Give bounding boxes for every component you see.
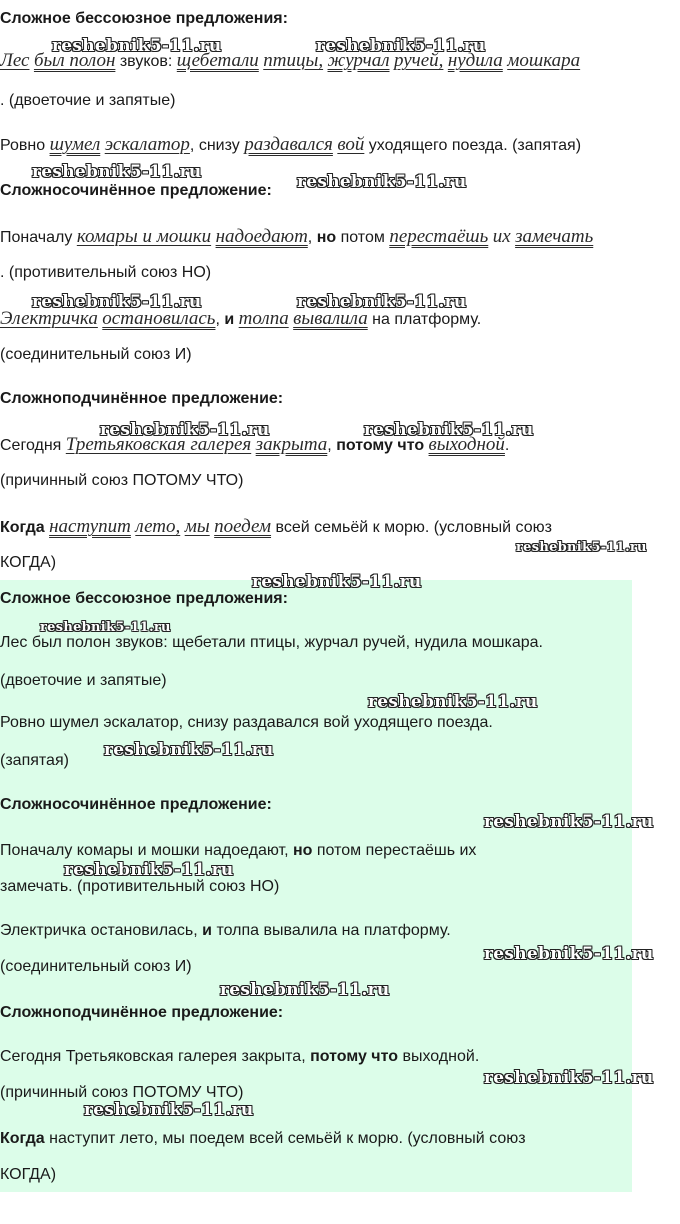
subject: Третьяковская галерея xyxy=(65,434,252,455)
section-heading: Сложноподчинённое предложение: xyxy=(0,390,284,407)
note: (причинный союз ПОТОМУ ЧТО) xyxy=(0,1084,244,1101)
predicate: нудила xyxy=(447,50,503,71)
conjunction: и xyxy=(202,922,213,939)
predicate: закрыта xyxy=(255,434,328,455)
watermark: reshebnik5-11.ru xyxy=(297,292,467,312)
word: , xyxy=(307,229,313,246)
conjunction: но xyxy=(292,842,313,859)
watermark: reshebnik5-11.ru xyxy=(84,1100,254,1120)
word: потом xyxy=(340,229,385,246)
word: Сегодня xyxy=(0,437,62,454)
watermark: reshebnik5-11.ru xyxy=(52,36,222,56)
sentence-line xyxy=(0,50,580,72)
word: Поначалу xyxy=(0,229,73,246)
note: КОГДА) xyxy=(0,554,57,571)
subject: лето, xyxy=(135,516,181,537)
sentence-line xyxy=(0,1130,526,1148)
sentence-line xyxy=(0,308,481,330)
watermark: reshebnik5-11.ru xyxy=(100,420,270,440)
sentence-line xyxy=(0,842,476,860)
sentence-line: замечать. (противительный союз НО) xyxy=(0,878,280,895)
text: Поначалу комары и мошки надоедают, xyxy=(0,842,289,859)
conjunction: Когда xyxy=(0,1130,45,1147)
word: уходящего поезда. (запятая) xyxy=(368,137,582,154)
section-heading: Сложное бессоюзное предложения: xyxy=(0,10,288,27)
subject: ручей, xyxy=(393,50,444,71)
text: Электричка остановилась, xyxy=(0,922,198,939)
watermark: reshebnik5-11.ru xyxy=(104,740,274,760)
word: , xyxy=(215,311,220,328)
watermark: reshebnik5-11.ru xyxy=(40,620,171,635)
conjunction: потому что xyxy=(310,1048,398,1065)
conjunction: но xyxy=(316,229,337,246)
predicate: надоедают xyxy=(215,226,308,247)
predicate: был полон xyxy=(33,50,116,71)
word: . xyxy=(504,437,510,454)
predicate: журчал xyxy=(327,50,390,71)
watermark: reshebnik5-11.ru xyxy=(484,812,654,832)
note: (соединительный союз И) xyxy=(0,346,192,363)
subject: толпа xyxy=(238,308,289,329)
text: наступит лето, мы поедем всей семьёй к морю. (условный союз xyxy=(49,1130,526,1147)
predicate: остановилась xyxy=(102,308,216,329)
subject: мы xyxy=(184,516,210,537)
subject: эскалатор xyxy=(104,134,190,155)
word: всей семьёй к морю. (условный союз xyxy=(275,519,552,536)
sentence-line xyxy=(0,1048,479,1066)
watermark: reshebnik5-11.ru xyxy=(220,980,390,1000)
predicate: перестаёшь xyxy=(389,226,489,247)
word: Ровно xyxy=(0,137,46,154)
predicate: выходной xyxy=(428,434,505,455)
watermark: reshebnik5-11.ru xyxy=(484,944,654,964)
predicate: вывалила xyxy=(293,308,368,329)
section-heading: Сложноподчинённое предложение: xyxy=(0,1004,284,1021)
text: потом перестаёшь их xyxy=(316,842,477,859)
sentence-line xyxy=(0,226,593,248)
note: КОГДА) xyxy=(0,1166,57,1183)
subject: комары и мошки xyxy=(76,226,212,247)
word: на платформу. xyxy=(372,311,482,328)
text: толпа вывалила на платформу. xyxy=(216,922,451,939)
sentence-line xyxy=(0,134,581,156)
note: (запятая) xyxy=(0,752,69,769)
subject: вой xyxy=(337,134,365,155)
watermark: reshebnik5-11.ru xyxy=(316,36,486,56)
sentence-line xyxy=(0,434,509,456)
word: звуков: xyxy=(119,53,173,70)
text: Сегодня Третьяковская галерея закрыта, xyxy=(0,1048,306,1065)
conjunction: потому что xyxy=(336,437,425,454)
section-heading: Сложносочинённое предложение: xyxy=(0,182,272,199)
word: , снизу xyxy=(189,137,240,154)
watermark: reshebnik5-11.ru xyxy=(484,1068,654,1088)
section-heading: Сложное бессоюзное предложения: xyxy=(0,590,288,607)
predicate: шумел xyxy=(49,134,101,155)
watermark: reshebnik5-11.ru xyxy=(368,692,538,712)
subject: Лес xyxy=(0,50,30,71)
watermark: reshebnik5-11.ru xyxy=(252,572,422,592)
watermark: reshebnik5-11.ru xyxy=(32,292,202,312)
predicate: наступит xyxy=(49,516,131,537)
note: . (противительный союз НО) xyxy=(0,264,212,281)
watermark: reshebnik5-11.ru xyxy=(32,162,202,182)
conjunction: и xyxy=(224,311,235,328)
note: (соединительный союз И) xyxy=(0,958,192,975)
text: выходной. xyxy=(402,1048,480,1065)
predicate: щебетали xyxy=(176,50,259,71)
sentence-line: Ровно шумел эскалатор, снизу раздавался вой уходящего поезда. xyxy=(0,714,493,731)
subject: птицы, xyxy=(263,50,324,71)
predicate: поедем xyxy=(214,516,272,537)
sentence-line: Лес был полон звуков: щебетали птицы, журчал ручей, нудила мошкара. xyxy=(0,634,543,651)
watermark: reshebnik5-11.ru xyxy=(364,420,534,440)
section-heading: Сложносочинённое предложение: xyxy=(0,796,272,813)
subject: мошкара xyxy=(507,50,581,71)
note: (двоеточие и запятые) xyxy=(0,672,167,689)
watermark: reshebnik5-11.ru xyxy=(516,540,647,555)
sentence-line xyxy=(0,922,451,940)
word: их xyxy=(492,226,511,247)
subject: Электричка xyxy=(0,308,98,329)
sentence-line xyxy=(0,516,552,538)
watermark: reshebnik5-11.ru xyxy=(64,860,234,880)
predicate: замечать xyxy=(515,226,594,247)
watermark: reshebnik5-11.ru xyxy=(297,172,467,192)
conjunction: Когда xyxy=(0,519,45,536)
word: , xyxy=(327,437,332,454)
predicate: раздавался xyxy=(244,134,333,155)
note: (причинный союз ПОТОМУ ЧТО) xyxy=(0,472,244,489)
note: . (двоеточие и запятые) xyxy=(0,92,176,109)
